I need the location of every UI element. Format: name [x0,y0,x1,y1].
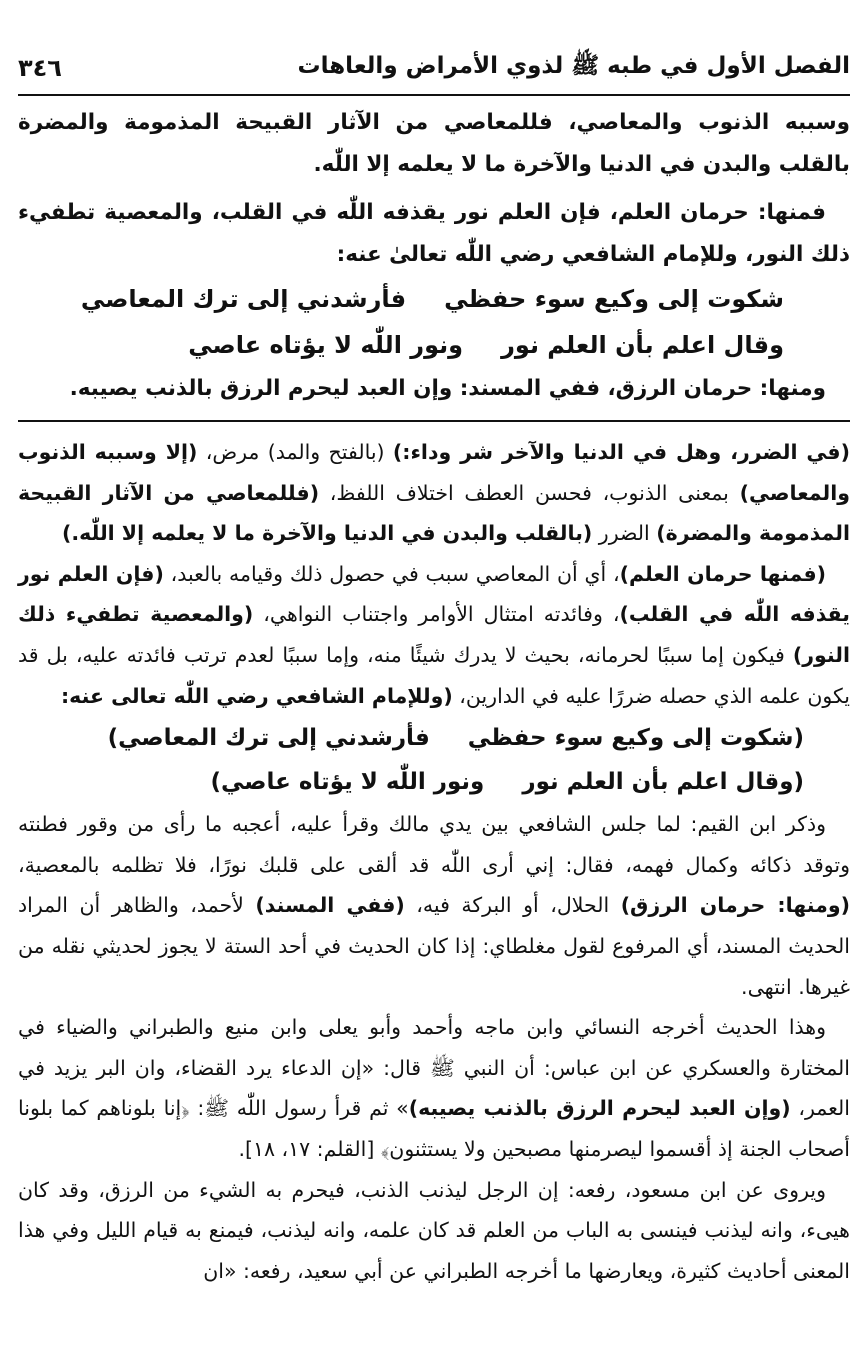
commentary-segment: (فإن العلم نور يقذفه اللّٰه في القلب) [18,561,850,627]
commentary-verse-1-left: فأرشدني إلى ترك المعاصي) [107,725,430,752]
header-rule [18,94,850,96]
commentary-verse-2-left: ونور اللّٰه لا يؤتاه عاصي) [210,769,485,796]
commentary-segment: (ومنها: حرمان الرزق) [620,893,850,918]
commentary-segment: لأحمد، والظاهر أن المراد الحديث المسند، أي المرفوع لقول مغلطاي: إذا كان الحديث في أحد الستة لا يجوز لحديثي نقله من غيرها. انتهى. [18,893,850,999]
commentary-paragraph-2 [18,554,850,716]
commentary-segment: (في الضرر، وهل في الدنيا والآخر شر وداء:) [392,440,850,464]
commentary-segment: (ففي المسند) [255,893,405,918]
verse-line-2 [18,322,850,368]
verse-line-1 [18,276,850,322]
verse-2-hemistich-left: ونور اللّٰه لا يؤتاه عاصي [188,331,464,359]
commentary-segment: (إلا وسببه الذنوب والمعاصي) [18,440,850,505]
main-paragraph-1: وسببه الذنوب والمعاصي، فللمعاصي من الآثار القبيحة المذمومة والمضرة بالقلب والبدن في الدنيا والآخرة ما لا يعلمه إلا اللّٰه. [18,110,850,177]
commentary-segment: وهذا الحديث أخرجه النسائي وابن ماجه وأحمد وأبو يعلى وابن منيع والطبراني والضياء في المختارة والعسكري عن ابن عباس: أن النبي ﷺ قال: «إن الدعاء يرد القضاء، وان البر يزيد في العمر، [18,1015,850,1121]
verse-2-hemistich-right: وقال اعلم بأن العلم نور [501,331,784,359]
commentary-segment: الضرر [592,521,657,546]
commentary-paragraph-5: ويروى عن ابن مسعود، رفعه: إن الرجل ليذنب الذنب، فيحرم به الشيء من الرزق، وقد كان هيىء، وانه ليذنب فينسى به الباب من العلم قد كان علمه، وانه ليذنب، فيمنع به قيام الليل وفي هذا المعنى أحاديث كثيرة، ويعارضها ما أخرجه الطبراني عن أبي سعيد، رفعه: «ان [18,1177,850,1283]
commentary-segment: الحلال، أو البركة فيه، [404,893,621,918]
chapter-title: الفصل الأول في طبه ﷺ لذوي الأمراض والعاهات [297,53,850,79]
verse-1-hemistich-right: شكوت إلى وكيع سوء حفظي [444,285,784,313]
commentary-segment: » ثم قرأ رسول اللّٰه ﷺ: ﴿إنا بلوناهم كما بلونا أصحاب الجنة إذ أقسموا ليصرمنها مصبحين ولا يستثنون﴾ [القلم: ١٧، ١٨]. [18,1096,850,1161]
commentary-segment: ، وفائدته امتثال الأوامر واجتناب النواهي، [253,602,620,627]
main-paragraph-2: فمنها: حرمان العلم، فإن العلم نور يقذفه اللّٰه في القلب، والمعصية تطفيء ذلك النور، وللإمام الشافعي رضي اللّٰه تعالىٰ عنه: [18,200,850,267]
commentary-segment: وذكر ابن القيم: لما جلس الشافعي بين يدي مالك وقرأ عليه، أعجبه ما رأى من وقور فطنته وتوقد ذكائه وكمال فهمه، فقال: إني أرى اللّٰه قد ألقى على قلبك نورًا، فلا تظلمه بالمعصية، [18,812,850,877]
commentary-segment: (بالقلب والبدن في الدنيا والآخرة ما لا يعلمه إلا اللّٰه.) [61,521,593,546]
commentary-segment: بمعنى الذنوب، فحسن العطف اختلاف اللفظ، [319,480,740,505]
commentary-paragraph-3 [18,804,850,1007]
commentary-segment: (فللمعاصي من الآثار القبيحة المذمومة والمضرة) [18,480,850,546]
commentary-segment: (وللإمام الشافعي رضي اللّٰه تعالى عنه: [60,683,453,708]
commentary-verse-line-1 [18,716,850,760]
commentary-verse-1-right: (شكوت إلى وكيع سوء حفظي [467,725,804,752]
commentary-verse-2-right: (وقال اعلم بأن العلم نور [522,769,804,796]
page-number: ٣٤٦ [18,54,62,82]
verse-1-hemistich-left: فأرشدني إلى ترك المعاصي [80,285,407,313]
main-text [18,102,850,410]
commentary-segment: (وإن العبد ليحرم الرزق بالذنب يصيبه) [408,1096,791,1121]
commentary-paragraph-4 [18,1007,850,1169]
commentary-verse-line-2 [18,760,850,804]
commentary-segment: ، أي أن المعاصي سبب في حصول ذلك وقيامه بالعبد، [163,561,620,586]
commentary-segment: (فمنها حرمان العلم) [619,561,826,586]
commentary [18,432,850,1291]
commentary-paragraph-1 [18,432,850,554]
commentary-segment: (والمعصية تطفيء ذلك النور) [18,602,850,667]
commentary-separator [18,420,850,422]
running-header [18,48,850,88]
main-paragraph-3: ومنها: حرمان الرزق، ففي المسند: وإن العبد ليحرم الرزق بالذنب يصيبه. [69,376,826,401]
commentary-segment: (بالفتح والمد) مرض، [197,440,393,464]
commentary-segment: فيكون إما سببًا لحرمانه، بحيث لا يدرك شيئًا منه، وإما سببًا لعدم ترتب فائدته عليه، بل قد يكون علمه الذي حصله ضررًا عليه في الدارين، [18,642,850,708]
